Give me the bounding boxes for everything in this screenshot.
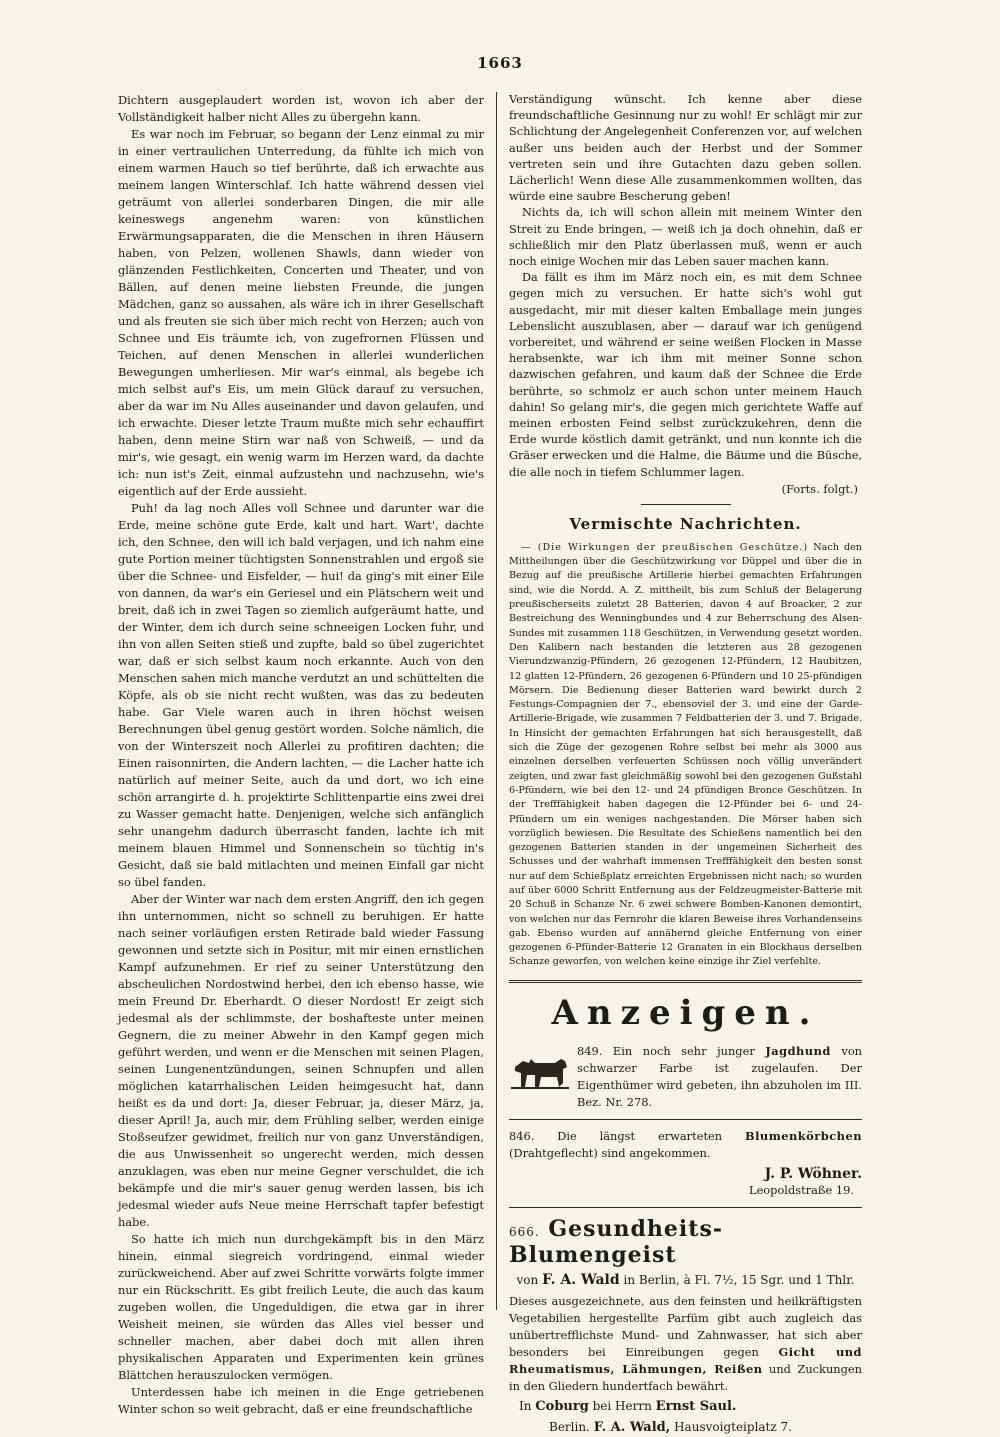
- ad-description: [509, 1293, 862, 1395]
- dog-icon: [509, 1047, 571, 1091]
- news-lead: — (Die Wirkungen der preußischen Geschütze.): [521, 541, 809, 553]
- ad-title-line: [509, 1216, 862, 1268]
- story-paragraph: Nichts da, ich will schon allein mit meinem Winter den Streit zu Ende bringen, — weiß ich ja doch ohnehin, daß er schließlich mir den Platz überlassen muß, wenn er auch noch einige Wochen mir das Leben sauer machen kann.: [509, 206, 862, 269]
- story-paragraph: Es war noch im Februar, so begann der Lenz einmal zu mir in einer vertraulichen Unterredung, da fühlte ich mich von einem warmen Hauch so tief berührte, daß ich erwachte aus meinem langen Winterschlaf. Ich hatte während dessen viel geträumt von allerlei sonderbaren Dingen, die mir alle keineswegs angenehm waren: von künstlichen Erwärmungsapparaten, die die Menschen in ihren Häusern haben, von Pelzen, wollenen Shawls, dann wieder von glänzenden Festlichkeiten, Concerten und Theater, und von Bällen, auf denen meine liebsten Freunde, die jungen Mädchen, ganz so aussahen, als wäre ich in ihrer Gesellschaft und als freuten sie sich über mich recht von Herzen; auch von Schnee und Eis träumte ich, von zugefrornen Flüssen und Teichen, auf denen Menschen in allerlei wunderlichen Bewegungen umherliesen. Mir war's einmal, als begebe ich mich selbst auf's Eis, um mein Glück darauf zu versuchen, aber da war im Nu Alles auseinander und davon gelaufen, und ich erwachte. Dieser letzte Traum mußte mich sehr echauffirt haben, denn meine Stirn war naß von Schweiß, — und da mir's, wie gesagt, ein wenig warm im Herzen ward, da dachte ich: nun ist's Zeit, einmal aufzustehn und nachzusehn, wie's eigentlich auf der Erde aussieht.: [118, 127, 484, 498]
- ad-number: 846.: [509, 1128, 535, 1143]
- ad-blumengeist: [509, 1216, 862, 1437]
- ad-flower-baskets: [509, 1128, 862, 1199]
- ad-number: 849.: [577, 1043, 603, 1058]
- ad-text: Dieses ausgezeichnete, aus den feinsten und heilkräftigsten Vegetabilien hergestellte Parfüm gibt auch zugleich das unübertrefflichste Mund- und Zahnwasser, hat sich aber besonders bei Einreibungen gegen: [509, 1293, 862, 1359]
- ad-maker: F. A. Wald: [542, 1271, 620, 1288]
- ad-rule: [509, 1119, 862, 1120]
- ad-price: in Berlin, à Fl. 7½, 15 Sgr. und 1 Thlr.: [623, 1272, 855, 1287]
- story-paragraph: Verständigung wünscht. Ich kenne aber diese freundschaftliche Gesinnung nur zu wohl! Er schlägt mir zur Schlichtung der Angelegenheit Conferenzen vor, auf welchen außer uns beiden auch der Herbst und der Sommer vertreten sein und ihre Gutachten dazu geben sollen. Lächerlich! Wenn diese Alle zusammenkommen wollten, das würde eine saubre Bescherung geben!: [509, 93, 862, 204]
- ad-vendor-coburg: [509, 1397, 862, 1416]
- ads-heading: Anzeigen.: [551, 992, 820, 1033]
- ad-keyword: Gicht und Rheumatismus, Lähmungen, Reißen: [509, 1344, 863, 1376]
- ad-text: von: [516, 1272, 539, 1287]
- ad-keyword: Blumenkörbchen: [744, 1128, 862, 1143]
- ad-dog: [509, 1043, 862, 1111]
- ad-text: Die längst erwarteten: [557, 1128, 723, 1143]
- story-paragraph: Da fällt es ihm im März noch ein, es mit dem Schnee gegen mich zu versuchen. Er hatte sich's wohl gut ausgedacht, mir mit dieser kalten Emballage mein junges Lebenslicht auszublasen, aber — darauf war ich genügend vorbereitet, und während er seine weißen Flocken in Masse herabsenkte, war ich ihm mit meiner Sonne schon dazwischen gefahren, und kaum daß der Schnee die Erde berührte, so schmolz er auch schon unter meinem Hauch dahin! So gelang mir's, die gegen mich gerichtete Waffe auf meinen erbosten Feind selbst zurückzukehren, denn die Erde wurde köstlich damit getränkt, und nun konnte ich die Gräser erwecken und die Halme, die Bäume und die Büsche, die alle noch in tiefem Schlummer lagen.: [509, 271, 862, 479]
- ad-signature: J. P. Wöhner.: [764, 1165, 862, 1182]
- ad-text: und Zuckungen in den Gliedern hundertfach bewährt.: [509, 1361, 862, 1393]
- ad-text: In: [519, 1398, 532, 1413]
- ad-vendor-berlin: [509, 1418, 862, 1437]
- ad-dog-text: [577, 1043, 862, 1111]
- continuation-note: (Forts. folgt.): [781, 481, 858, 496]
- ad-dealer: Ernst Saul.: [655, 1398, 737, 1414]
- ad-text: (Drahtgeflecht) sind angekommen.: [509, 1145, 711, 1160]
- ad-text: von schwarzer Farbe ist zugelaufen. Der Eigenthümer wird gebeten, ihn abzuholen im III. Bez. Nr. 278.: [577, 1043, 863, 1109]
- ad-address: Leopoldstraße 19.: [749, 1182, 854, 1197]
- page-number: 1663: [477, 54, 523, 72]
- news-paragraph: [509, 541, 862, 970]
- ad-title: Gesundheits-Blumengeist: [509, 1215, 723, 1268]
- section-rule: [509, 980, 862, 983]
- right-column: [509, 92, 863, 1435]
- ad-maker: F. A. Wald,: [593, 1419, 671, 1435]
- section-rule: [641, 504, 731, 505]
- news-heading: Vermischte Nachrichten.: [569, 514, 802, 533]
- ad-maker-line: [509, 1272, 862, 1289]
- story-paragraph: Puh! da lag noch Alles voll Schnee und darunter war die Erde, meine schöne gute Erde, kalt und hart. Wart', dachte ich, den Schnee, den will ich bald verjagen, und ich nahm eine gute Portion meiner tüchtigsten Sonnenstrahlen und ergoß sie über die Schnee- und Eisfelder, — hui! da ging's mit einer Eile von dannen, da war's ein Geriesel und ein Plätschern weit und breit, daß ich in zwei Tagen so ziemlich aufgeräumt hatte, und der Winter, dem ich durch seine schneeigen Locken fuhr, und ihn von allen Seiten stieß und zupfte, bald so übel zugerichtet war, daß er sich selbst kaum noch erkannte. Auch von den Menschen sahen mich manche verdutzt an und schüttelten die Köpfe, als ob sie nicht recht wußten, was das zu bedeuten habe. Gar Viele waren auch in ihren höchst weisen Berechnungen übel genug gestört worden. Solche nämlich, die von der Winterszeit noch Allerlei zu profitiren dachten; die Einen raisonnirten, die Andern lachten, — die Lacher hatte ich natürlich auf meiner Seite, auch da und dort, wo ich eine schön arrangirte d. h. projektirte Schlittenpartie eins zwei drei zu Wasser gemacht hatte. Denjenigen, welche sich anfänglich sehr unangehm dadurch überrascht fanden, lachte ich mit meinem blauen Himmel und Sonnenschein so tüchtig in's Gesicht, daß sie bald mitlachten und meinen Einfall gar nicht so übel fanden.: [118, 501, 484, 889]
- feuilleton-story: [118, 92, 484, 1418]
- story-paragraph: Dichtern ausgeplaudert worden ist, wovon ich aber der Vollständigkeit halber nicht Alles zu übergehn kann.: [118, 93, 484, 124]
- ad-rule: [509, 1207, 862, 1208]
- ad-text: bei Herrn: [592, 1398, 652, 1413]
- story-paragraph: Aber der Winter war nach dem ersten Angriff, den ich gegen ihn unternommen, nicht so schnell zu beruhigen. Er hatte nach seiner vorläufigen ersten Retirade bald wieder Fassung gewonnen und setzte sich in Positur, mit mir einen ernstlichen Kampf aufzunehmen. Er rief zu seiner Unterstützung den abscheulichen Nordostwind herbei, den ich ebenso hasse, wie mein Freund Dr. Eberhardt. O dieser Nordost! Er zeigt sich jedesmal als der schlimmste, der boshafteste unter meinen Gegnern, die zu meiner Abwehr in den Kampf gegen mich geführt werden, und wenn er die Menschen mit seinen Plagen, seinen Lungenentzündungen, seinen Schnupfen und allen möglichen katarrhalischen Leiden heimgesucht hat, dann heißt es da und dort: Ja, dieser Februar, ja, dieser März, ja, dieser April! Ja, auch mir, dem Frühling selber, werden einige Stoßseufzer gewidmet, freilich nur von ganz Unverständigen, die aus Unwissenheit so ungerecht werden, mich dessen anzuklagen, was eben nur meine Gegner verschuldet, die ich bekämpfe und die mir's sauer genug werden lassen, bis ich jedesmal wieder aufs Neue meine Herrschaft tapfer befestigt habe.: [118, 892, 484, 1229]
- ad-number: 666.: [509, 1224, 540, 1239]
- news-article: [509, 541, 862, 970]
- ad-city: Coburg: [535, 1398, 589, 1414]
- story-paragraph: Unterdessen habe ich meinen in die Enge getriebenen Winter schon so weit gebracht, daß er eine freundschaftliche: [118, 1385, 484, 1416]
- ad-text: Ein noch sehr junger: [612, 1043, 755, 1058]
- ad-city: Berlin.: [549, 1419, 590, 1434]
- news-body: Nach den Mittheilungen über die Geschützwirkung vor Düppel und über die in Bezug auf die preußische Artillerie hierbei gemachten Erfahrungen sind, wie die Nordd. A. Z. mittheilt, bis zum Schluß der Belagerung preußischerseits zuletzt 28 Batterien, davon 4 auf Broacker, 2 zur Bestreichung des Wenningbundes und 4 zur Beherrschung des Alsen-Sundes mit zusammen 118 Geschützen, in Verwendung gesetzt worden. Den Kalibern nach bestanden die letzteren aus 28 gezogenen Vierundzwanzig-Pfündern, 26 gezogenen 12-Pfündern, 12 Haubitzen, 12 glatten 12-Pfündern, 26 gezogenen 6-Pfündern und 10 25-pfündigen Mörsern. Die Bedienung dieser Batterien ward bewirkt durch 2 Festungs-Compagnien der 7., ebensoviel der 3. und eine der Garde-Artillerie-Brigade, wie zusammen 7 Feldbatterien der 3. und 7. Brigade. In Hinsicht der gemachten Erfahrungen hat sich herausgestellt, daß sich die Züge der gezogenen Rohre selbst bei mehr als 3000 aus einzelnen derselben verfeuerten Schüssen noch völlig unverändert zeigten, und zwar fast gleichmäßig sowohl bei den gezogenen Gußstahl 6-Pfündern, wie bei den 12- und 24 pfündigen Bronce Geschützen. In der Trefffähigkeit haben dagegen die 12-Pfünder bei 6- und 24-Pfündern um ein weniges nachgestanden. Die Mörser haben sich vorzüglich bewiesen. Die Resultate des Schießens namentlich bei den gezogenen Batterien standen in der ungemeinen Sicherheit des Schusses und der wahrhaft immensen Trefffähigkeit den besten sonst nur auf dem Schießplatz erreichten Ergebnissen nicht nach; so wurden auf über 6000 Schritt Entfernung aus der Feldzeugmeister-Batterie mit 20 Schuß in Schanze Nr. 6 zwei schwere Bomben-Kanonen demontirt, von welchen nur das Fernrohr die klaren Beweise ihres Vorhandenseins gab. Ebenso wurden auf annähernd gleiche Entfernung von einer gezogenen 6-Pfünder-Batterie 12 Granaten in ein Blockhaus derselben Schanze geworfen, von welchen keine einzige ihr Ziel verfehlte.: [509, 541, 862, 968]
- ad-flower-text: [509, 1128, 862, 1162]
- story-paragraph: So hatte ich mich nun durchgekämpft bis in den März hinein, einmal siegreich vordringend, einmal wieder zurückweichend. Aber auf zwei Schritte vorwärts folgte immer nur ein Rückschritt. Es gibt freilich Leute, die auch das kaum zugeben wollen, die Ungeduldigen, die etwa gar in ihrer Weisheit meinen, sie würden das Alles viel besser und schneller machen, aber dabei doch mit allen ihren physikalischen Apparaten und Experimenten kein grünes Blättchen herauszulocken vermögen.: [118, 1232, 484, 1382]
- column-divider: [496, 92, 497, 1310]
- left-column: [118, 92, 484, 1416]
- feuilleton-continuation: [509, 92, 862, 481]
- ad-keyword: Jagdhund: [765, 1043, 831, 1058]
- ad-address: Hausvoigteiplatz 7.: [674, 1419, 792, 1434]
